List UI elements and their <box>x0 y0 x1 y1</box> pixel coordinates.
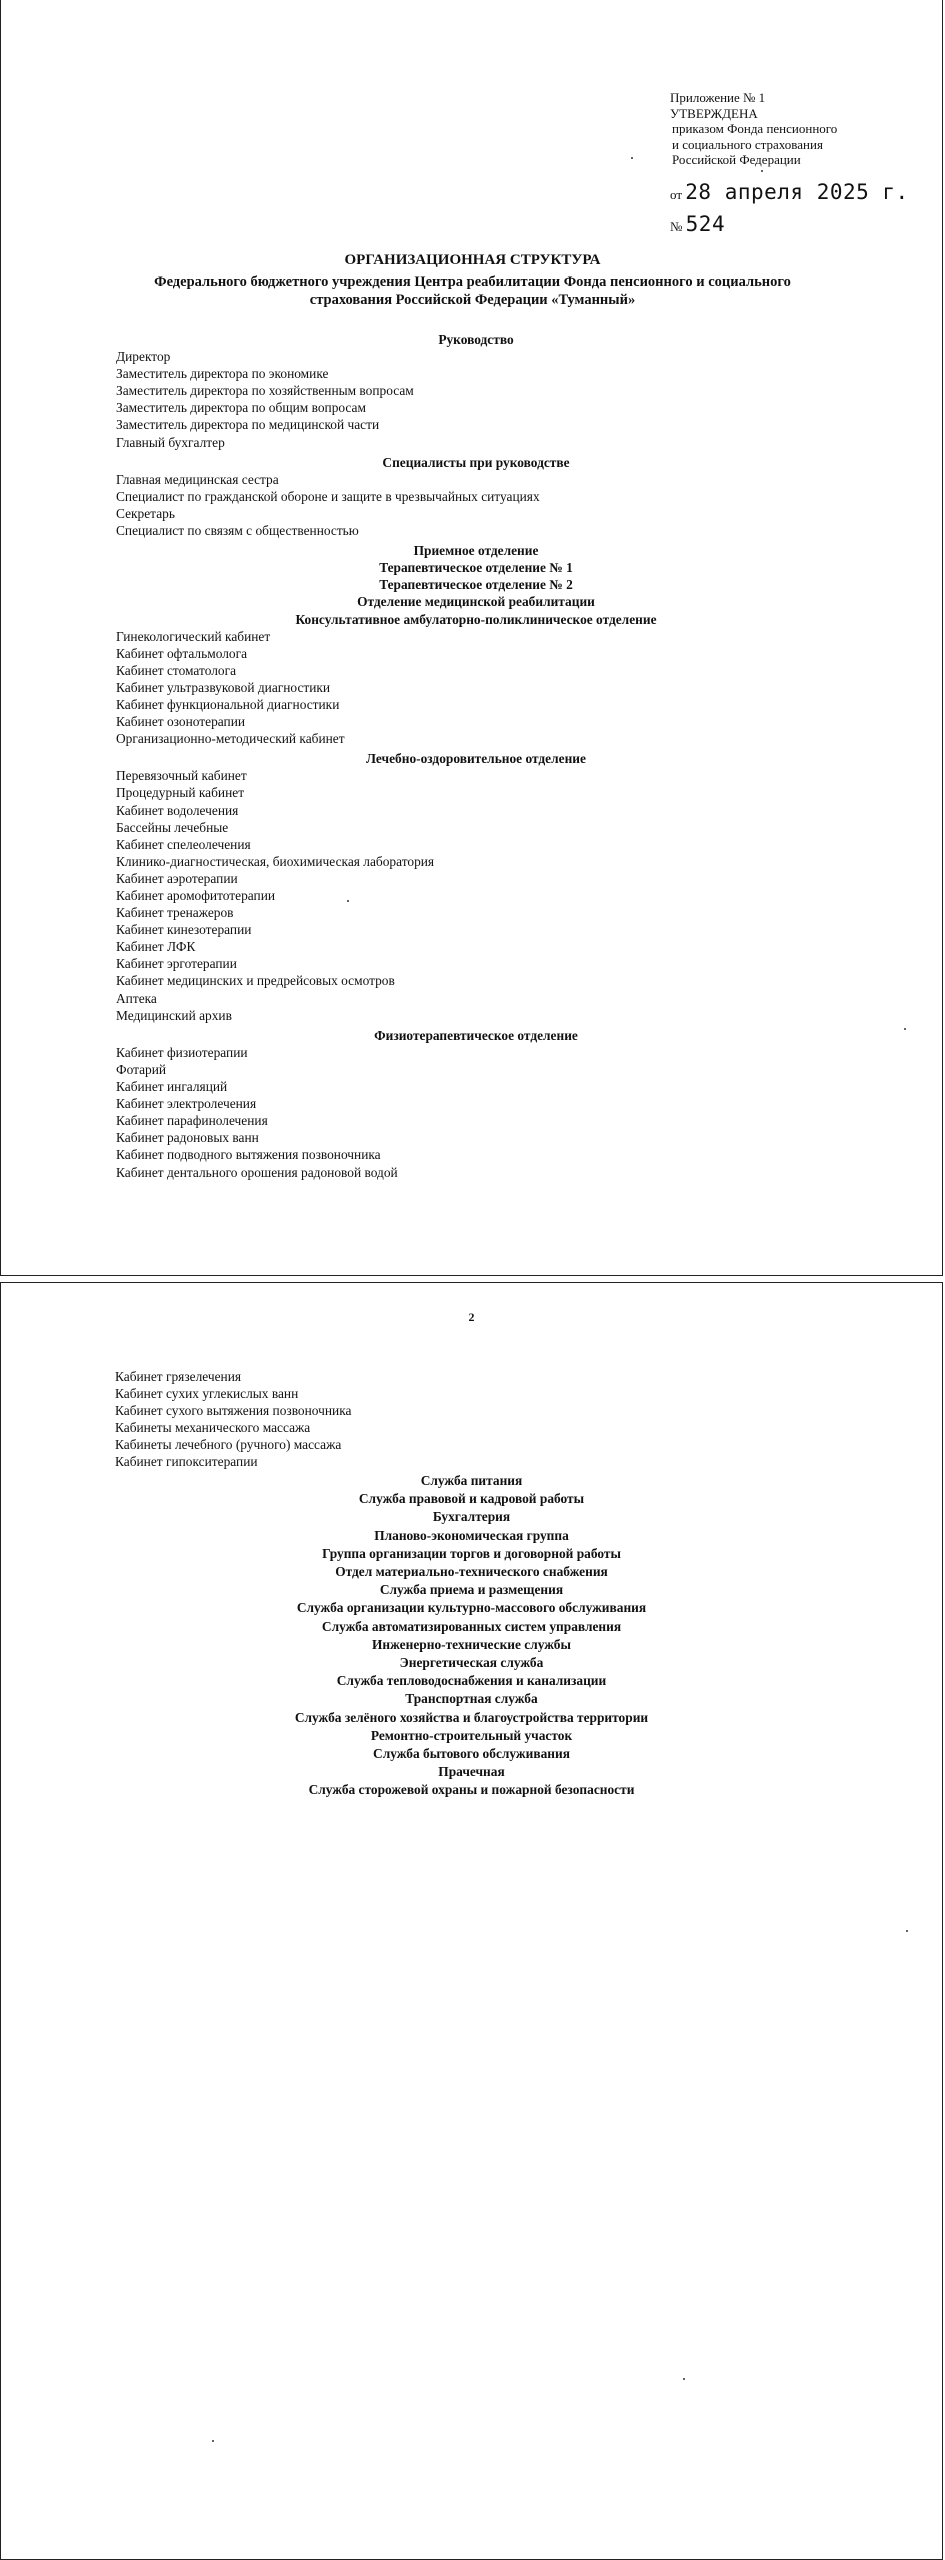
approval-block <box>670 90 837 168</box>
service-heading: Отдел материально-технического снабжения <box>335 1564 608 1580</box>
list-item: Кабинеты лечебного (ручного) массажа <box>115 1437 342 1453</box>
service-heading: Служба правовой и кадровой работы <box>358 1491 585 1507</box>
list-item: Кабинет сухого вытяжения позвоночника <box>115 1403 352 1419</box>
date-prefix: от <box>670 187 683 202</box>
document-title: ОРГАНИЗАЦИОННАЯ СТРУКТУРА <box>344 252 601 268</box>
section-heading: Отделение медицинской реабилитации <box>357 594 595 610</box>
date-value: 28 апреля 2025 г. <box>685 180 909 204</box>
section-heading: Приемное отделение <box>413 543 539 559</box>
section-heading: Руководство <box>438 332 514 347</box>
services-list <box>0 1472 943 1800</box>
service-heading: Служба приема и размещения <box>379 1582 564 1598</box>
document-page-1 <box>0 0 943 1276</box>
list-item: Секретарь <box>116 505 175 521</box>
list-item: Фотарий <box>116 1061 167 1077</box>
list-item: Кабинет дентального орошения радоновой водой <box>116 1164 398 1180</box>
list-item: Кабинет медицинских и предрейсовых осмотров <box>116 973 395 989</box>
list-item: Кабинет физиотерапии <box>116 1044 248 1060</box>
list-item: Заместитель директора по хозяйственным вопросам <box>116 383 414 399</box>
subtitle-line-1: Федерального бюджетного учреждения Центра реабилитации Фонда пенсионного и социального <box>154 274 791 290</box>
list-item: Кабинет сухих углекислых ванн <box>115 1386 299 1402</box>
list-item: Кабинет ЛФК <box>116 939 196 955</box>
approval-number <box>670 212 725 236</box>
scan-speck <box>906 1930 908 1932</box>
subtitle-line-2: страхования Российской Федерации «Туманный» <box>309 292 636 308</box>
list-item: Кабинет подводного вытяжения позвоночника <box>116 1147 381 1163</box>
list-item: Специалист по связям с общественностью <box>116 523 359 539</box>
service-heading: Служба зелёного хозяйства и благоустройства территории <box>294 1709 649 1725</box>
list-item: Кабинет стоматолога <box>116 662 237 678</box>
order-line-2: и социального страхования <box>672 136 823 152</box>
service-heading: Планово-экономическая группа <box>374 1527 569 1543</box>
section-heading: Лечебно-оздоровительное отделение <box>366 751 586 767</box>
scan-speck <box>683 2378 685 2380</box>
page-number: 2 <box>468 1310 475 1324</box>
list-item: Директор <box>116 349 171 365</box>
list-item: Кабинет радоновых ванн <box>116 1130 259 1146</box>
approved-label: УТВЕРЖДЕНА <box>670 105 758 121</box>
scan-speck <box>212 2440 214 2442</box>
service-heading: Бухгалтерия <box>432 1509 511 1525</box>
structure-list-page-1 <box>116 331 836 1181</box>
order-line-1: приказом Фонда пенсионного <box>672 121 838 136</box>
list-item: Главный бухгалтер <box>116 434 225 450</box>
list-item: Кабинет электролечения <box>116 1096 257 1112</box>
list-item: Кабинет офтальмолога <box>116 645 248 661</box>
scan-speck <box>904 1028 906 1030</box>
service-heading: Инженерно-технические службы <box>372 1636 571 1652</box>
list-item: Кабинет функциональной диагностики <box>116 696 340 712</box>
list-item: Кабинет ультразвуковой диагностики <box>116 679 331 695</box>
list-item: Бассейны лечебные <box>116 819 229 835</box>
list-item: Специалист по гражданской обороне и защите в чрезвычайных ситуациях <box>116 488 540 504</box>
list-item: Кабинет парафинолечения <box>116 1113 268 1129</box>
list-item: Кабинет озонотерапии <box>116 714 246 730</box>
service-heading: Энергетическая служба <box>399 1655 544 1671</box>
structure-list-page-2 <box>115 1368 835 1471</box>
section-heading: Терапевтическое отделение № 1 <box>379 560 573 576</box>
list-item: Аптека <box>116 990 157 1006</box>
service-heading: Прачечная <box>438 1764 505 1780</box>
document-subtitle <box>1 273 944 309</box>
list-item: Перевязочный кабинет <box>116 768 247 784</box>
service-heading: Служба тепловодоснабжения и канализации <box>336 1673 607 1689</box>
section-heading: Физиотерапевтическое отделение <box>374 1027 578 1043</box>
list-item: Кабинет тренажеров <box>116 905 234 921</box>
service-heading: Служба бытового обслуживания <box>373 1746 570 1762</box>
list-item: Клинико-диагностическая, биохимическая лаборатория <box>116 853 435 869</box>
service-heading: Служба питания <box>420 1473 523 1488</box>
service-heading: Служба сторожевой охраны и пожарной безопасности <box>308 1782 635 1798</box>
number-value: 524 <box>685 212 726 236</box>
service-heading: Транспортная служба <box>405 1691 538 1707</box>
list-item: Кабинет спелеолечения <box>116 836 251 852</box>
list-item: Организационно-методический кабинет <box>116 731 345 747</box>
section-heading: Консультативное амбулаторно-поликлиническое отделение <box>295 611 657 627</box>
list-item: Кабинет аэротерапии <box>116 870 238 886</box>
appendix-label: Приложение № 1 <box>670 90 766 105</box>
list-item: Гинекологический кабинет <box>116 628 271 644</box>
service-heading: Группа организации торгов и договорной работы <box>322 1545 621 1561</box>
list-item: Кабинет грязелечения <box>115 1369 242 1384</box>
service-heading: Служба организации культурно-массового обслуживания <box>296 1600 647 1616</box>
order-line-3: Российской Федерации <box>672 152 801 167</box>
approval-date <box>670 180 909 204</box>
section-heading: Специалисты при руководстве <box>382 454 570 470</box>
list-item: Заместитель директора по медицинской части <box>116 417 380 433</box>
number-prefix: № <box>670 219 683 234</box>
list-item: Заместитель директора по экономике <box>116 366 329 382</box>
scan-speck <box>761 170 763 172</box>
list-item: Заместитель директора по общим вопросам <box>116 400 366 416</box>
list-item: Главная медицинская сестра <box>116 471 279 487</box>
list-item: Кабинет водолечения <box>116 802 239 818</box>
list-item: Кабинет ингаляций <box>116 1079 228 1095</box>
list-item: Медицинский архив <box>116 1007 232 1023</box>
list-item: Кабинет эрготерапии <box>116 956 237 972</box>
list-item: Кабинет гипокситерапии <box>115 1454 258 1470</box>
service-heading: Ремонтно-строительный участок <box>370 1727 573 1743</box>
list-item: Кабинеты механического массажа <box>115 1420 311 1436</box>
scan-speck <box>631 157 633 159</box>
section-heading: Терапевтическое отделение № 2 <box>379 577 573 593</box>
list-item: Процедурный кабинет <box>116 785 245 801</box>
service-heading: Служба автоматизированных систем управления <box>321 1618 622 1634</box>
list-item: Кабинет кинезотерапии <box>116 922 252 938</box>
list-item: Кабинет аромофитотерапии <box>116 888 276 903</box>
scan-speck <box>347 900 349 902</box>
